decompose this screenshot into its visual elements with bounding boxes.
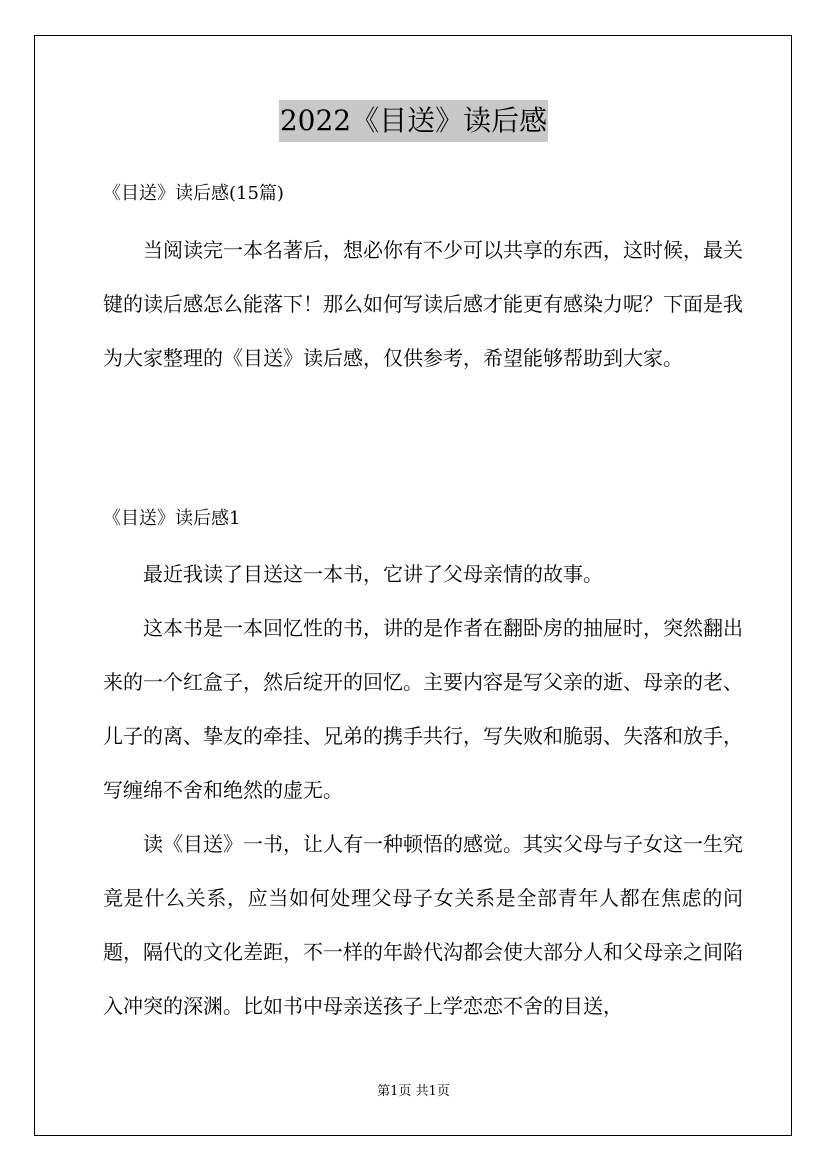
body-paragraph-3: 读《目送》一书，让人有一种顿悟的感觉。其实父母与子女这一生究竟是什么关系，应当如何处理父母子女关系是全部青年人都在焦虑的问题，隔代的文化差距，不一样的年龄代沟都会使大部分人和父母亲之间陷入冲突的深渊。比如书中母亲送孩子上学恋恋不舍的目送， xyxy=(103,832,743,1018)
intro-paragraph: 当阅读完一本名著后，想必你有不少可以共享的东西，这时候，最关键的读后感怎么能落下！那么如何写读后感才能更有感染力呢？下面是我为大家整理的《目送》读后感，仅供参考，希望能够帮助到大家。 xyxy=(103,238,743,370)
document-title: 2022《目送》读后感 xyxy=(279,100,548,142)
document-subtitle: 《目送》读后感(15篇) xyxy=(103,183,284,204)
body-paragraph-1: 最近我读了目送这一本书，它讲了父母亲情的故事。 xyxy=(143,562,603,586)
body-paragraph-2: 这本书是一本回忆性的书，讲的是作者在翻卧房的抽屉时，突然翻出来的一个红盒子，然后绽开的回忆。主要内容是写父亲的逝、母亲的老、儿子的离、挚友的牵挂、兄弟的携手共行，写失败和脆弱、失落和放手，写缠绵不舍和绝然的虚无。 xyxy=(103,616,743,802)
title-container xyxy=(0,100,827,142)
section-heading: 《目送》读后感1 xyxy=(103,508,241,529)
page-footer: 第1页 共1页 xyxy=(377,1084,450,1099)
